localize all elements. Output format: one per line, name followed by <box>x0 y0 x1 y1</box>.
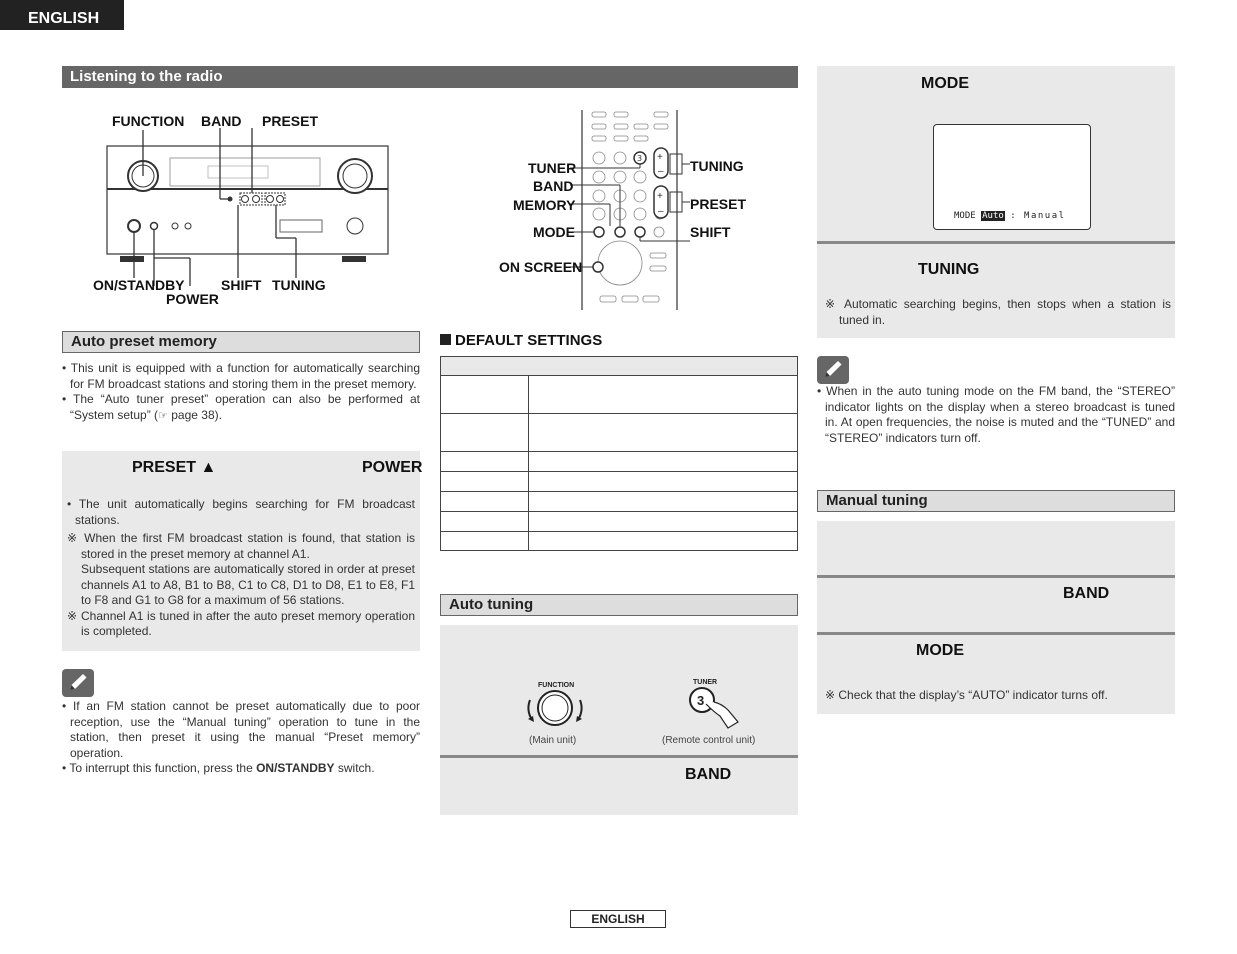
auto-tuning-title: Auto tuning <box>440 594 798 616</box>
label-remote-memory: MEMORY <box>513 197 576 213</box>
list-item: • The unit automatically begins searching for FM broadcast stations. <box>67 497 415 527</box>
tuning-note <box>825 297 1171 328</box>
tuner-button-icon <box>684 676 744 730</box>
square-bullet-icon <box>440 334 451 345</box>
svg-text:3: 3 <box>697 693 705 708</box>
svg-text:+: + <box>657 191 663 202</box>
label-preset: PRESET <box>262 113 319 129</box>
step-label-band: BAND <box>685 766 732 783</box>
function-knob-icon <box>522 678 588 730</box>
caption-main-unit: (Main unit) <box>529 735 577 746</box>
remote-illustration <box>570 108 690 313</box>
label-function: FUNCTION <box>112 113 185 129</box>
label-remote-on-screen: ON SCREEN <box>499 259 583 275</box>
label-remote-tuner: TUNER <box>528 160 577 176</box>
note-item: ※ When the first FM broadcast station is found, that station is stored in the preset memory at channel A1. <box>67 531 415 561</box>
label-remote-mode: MODE <box>533 224 575 240</box>
pencil-icon <box>62 669 94 697</box>
label-tuning: TUNING <box>272 277 326 293</box>
auto-tuning-step2-box <box>440 758 798 815</box>
display-highlight: Auto <box>982 211 1004 221</box>
label-remote-band: BAND <box>533 178 574 194</box>
step-label-band: BAND <box>1063 585 1110 602</box>
list-item: • If an FM station cannot be preset automatically due to poor reception, use the “Manual tuning” operation to tune in the station, then preset it using the manual “Preset memory” operation. <box>62 699 421 760</box>
manual-step2-box <box>817 578 1175 632</box>
manual-step1-box <box>817 521 1175 575</box>
footer-language-tab: ENGLISH <box>570 910 666 928</box>
step-label-mode: MODE <box>921 75 969 92</box>
step-label-preset-up: PRESET ▲ <box>132 459 217 476</box>
auto-preset-title: Auto preset memory <box>62 331 420 353</box>
note-item: ※ Automatic searching begins, then stops when a station is tuned in. <box>825 297 1171 327</box>
step-label-mode: MODE <box>916 642 964 659</box>
default-settings-title: DEFAULT SETTINGS <box>440 332 602 349</box>
label-band: BAND <box>201 113 242 129</box>
display-panel <box>933 124 1091 230</box>
list-item: • When in the auto tuning mode on the FM band, the “STEREO” indicator lights on the display when a stereo broadcast is tuned in. At open frequencies, the noise is muted and the “TUNED” and “STEREO” indicators turn off. <box>817 384 1175 445</box>
auto-preset-intro <box>62 361 420 424</box>
manual-note <box>825 688 1171 704</box>
table-row <box>441 472 798 492</box>
svg-text:+: + <box>657 152 663 163</box>
table-row <box>441 357 798 376</box>
reference-icon: ☞ <box>158 409 168 422</box>
default-settings-table <box>440 356 798 551</box>
label-on-standby: ON/STANDBY <box>93 277 185 293</box>
label-remote-shift: SHIFT <box>690 224 731 240</box>
table-row <box>441 414 798 452</box>
label-remote-tuning: TUNING <box>690 158 744 174</box>
manual-tuning-title: Manual tuning <box>817 490 1175 512</box>
caption-remote: (Remote control unit) <box>662 735 756 746</box>
step-label-tuning: TUNING <box>918 261 980 278</box>
note-item: Subsequent stations are automatically stored in order at preset channels A1 to A8, B1 to B8, C1 to C8, D1 to D8, E1 to E8, F1 to F8 and G1 to G8 for a maximum of 56 stations. <box>81 562 415 607</box>
label-shift: SHIFT <box>221 277 262 293</box>
step-label-power: POWER <box>362 459 423 476</box>
language-tab: ENGLISH <box>0 0 124 30</box>
pencil-icon <box>817 356 849 384</box>
svg-text:–: – <box>658 206 664 217</box>
svg-text:–: – <box>658 166 664 177</box>
svg-text:3: 3 <box>637 154 643 163</box>
note-item: ※ Channel A1 is tuned in after the auto preset memory operation is completed. <box>67 608 415 638</box>
table-row <box>441 452 798 472</box>
svg-text:TUNER: TUNER <box>693 679 718 686</box>
label-remote-preset: PRESET <box>690 196 747 212</box>
table-row <box>441 532 798 551</box>
note-item: ※ Check that the display’s “AUTO” indicator turns off. <box>825 688 1108 702</box>
table-row <box>441 492 798 512</box>
list-item: • The “Auto tuner preset” operation can also be performed at “System setup” (☞ page 38). <box>62 392 420 422</box>
remote-diagram <box>570 108 690 313</box>
display-readout: MODE Auto : Manual <box>954 211 1066 221</box>
label-power: POWER <box>166 291 219 307</box>
auto-preset-step-text <box>67 497 415 640</box>
auto-preset-tips <box>62 699 420 777</box>
table-row <box>441 376 798 414</box>
table-row <box>441 512 798 532</box>
stereo-tip <box>817 384 1175 446</box>
list-item: • To interrupt this function, press the ON/STANDBY switch. <box>62 761 375 775</box>
section-title: Listening to the radio <box>62 66 798 88</box>
list-item: • This unit is equipped with a function for automatically searching for FM broadcast stations and storing them in the preset memory. <box>62 361 420 391</box>
svg-text:FUNCTION: FUNCTION <box>538 682 575 689</box>
